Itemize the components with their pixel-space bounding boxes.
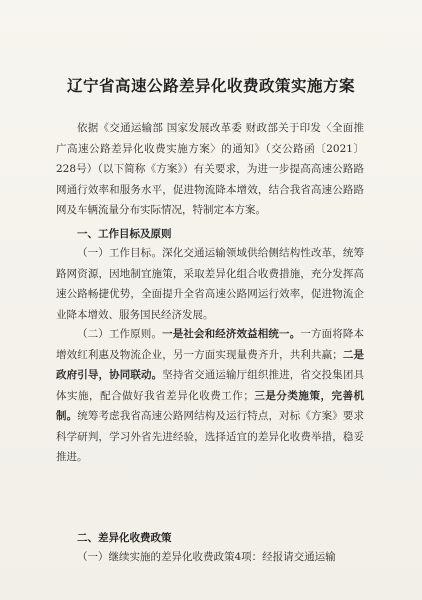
document-title: 辽宁省高速公路差异化收费政策实施方案: [66, 77, 355, 95]
principle-1-text: 一方面将降本增效红利惠及物流企业，另一方面实现量费齐升，共利共赢；: [56, 328, 365, 361]
principle-2-title: 二是政府引导，协同联动。: [56, 348, 364, 381]
principles-paragraph: [56, 324, 364, 468]
policy-paragraph: （一）继续实施的差异化收费政策4项：经报请交通运输: [77, 551, 336, 563]
principle-3-title: 三是分类施策，完善机制。: [56, 389, 365, 422]
section-heading-goals: 一、工作目标及原则: [77, 228, 172, 240]
section-heading-policy: 二、差异化收费政策: [77, 532, 172, 544]
intro-paragraph: 依据《交通运输部 国家发展改革委 财政部关于印发〈全面推广高速公路差异化收费实施方案〉的通知》（交公路函〔2021〕228号）（以下简称《方案》）有关要求，为进一步提高高速公路路网通行效率和服务水平，促进物流降本增效，结合我省高速公路路网及车辆流量分布实际情况，特制定本方案。: [56, 122, 364, 216]
goal-paragraph: （一）工作目标。深化交通运输领域供给侧结构性改革，统筹路网资源，因地制宜施策，采取差异化组合收费措施，充分发挥高速公路畅捷优势，全面提升全省高速公路网运行效率，促进物流企业降本增效、服务国民经济发展。: [56, 247, 364, 321]
principle-2-text: 坚持省交通运输厅组织推进，省交投集团具体实施，配合做好我省差异化收费工作；: [56, 369, 364, 402]
principle-1-title: 一是社会和经济效益相统一。: [162, 328, 301, 340]
principles-lead: （二）工作原则。: [77, 328, 163, 340]
principle-3-text: 统筹考虑我省高速公路网结构及运行特点，对标《方案》要求科学研判，学习外省先进经验，选择适宜的差异化收费举措，稳妥推进。: [56, 410, 364, 463]
